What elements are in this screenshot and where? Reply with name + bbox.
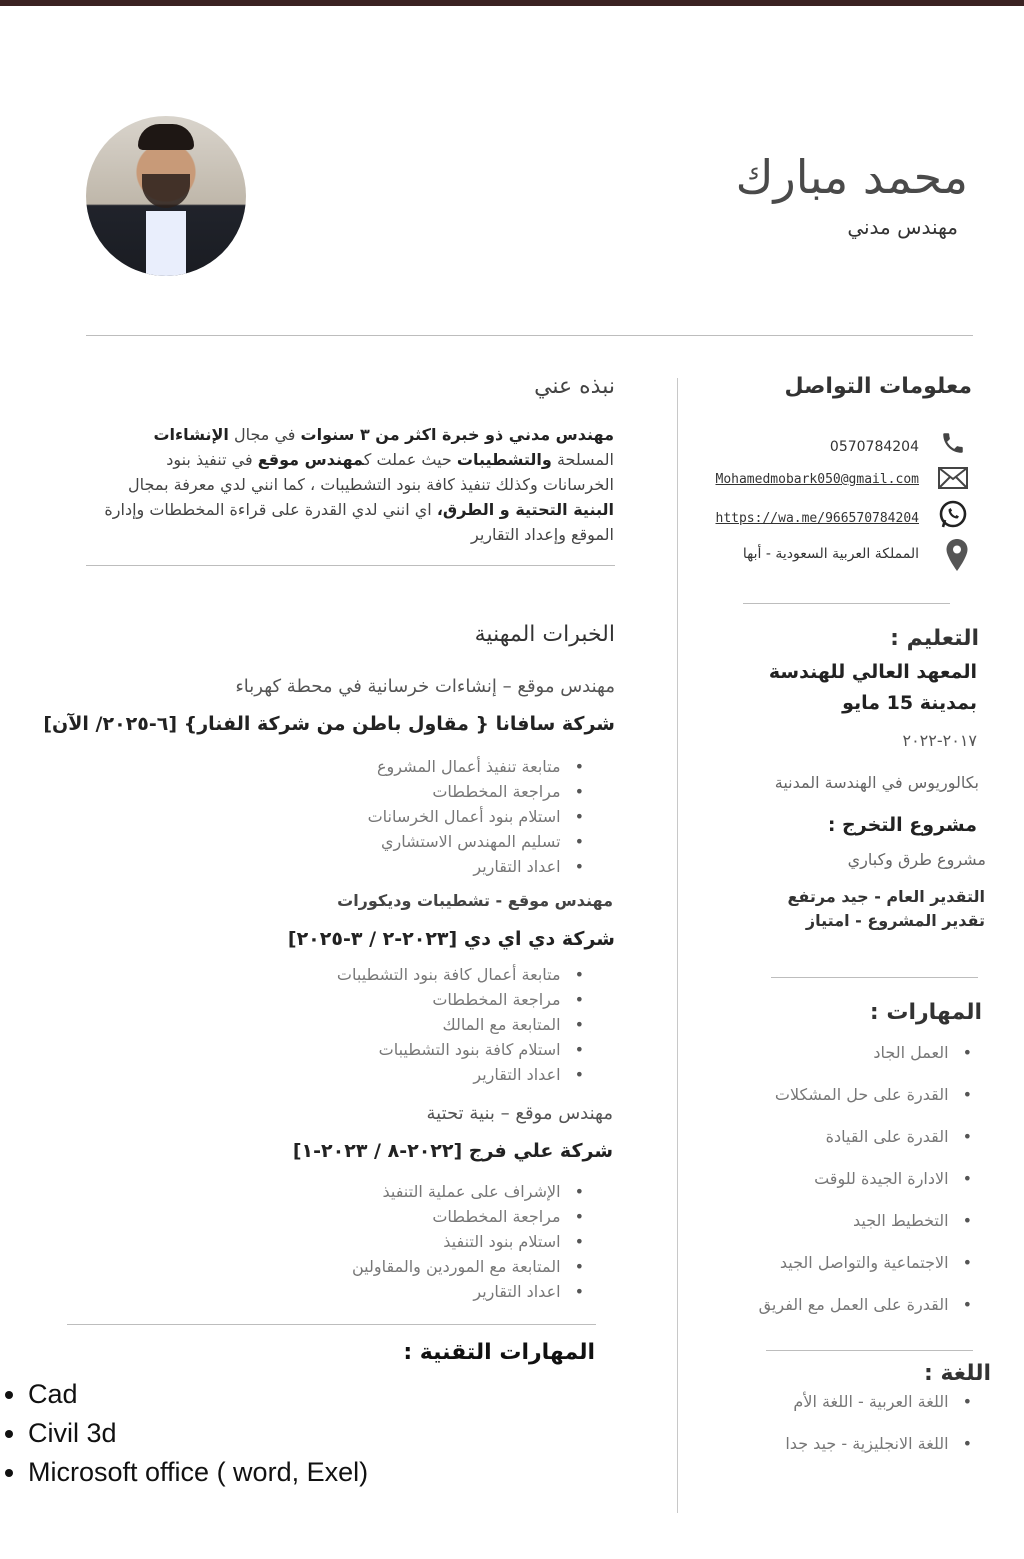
tech-skills-list	[0, 1375, 368, 1492]
task-item: • متابعة أعمال كافة بنود التشطيبات	[337, 962, 584, 987]
task-item: • متابعة تنفيذ أعمال المشروع	[368, 754, 584, 779]
profile-photo	[86, 116, 246, 276]
language-item: • اللغة الانجليزية - جيد جدا	[785, 1423, 972, 1465]
project-name: مشروع طرق وكباري	[847, 850, 986, 869]
skill-item: • التخطيط الجيد	[759, 1200, 972, 1242]
tech-skill-item: • Cad	[28, 1375, 368, 1414]
about-highlight: مهندس موقع	[257, 450, 364, 469]
education-institute: المعهد العالي للهندسة	[768, 661, 977, 683]
about-text	[94, 422, 614, 547]
top-border	[0, 0, 1024, 6]
project-grade: تقدير المشروع - امتياز	[805, 911, 985, 930]
skill-item: • القدرة على القيادة	[759, 1116, 972, 1158]
overall-grade: التقدير العام - جيد مرتفع	[787, 887, 985, 906]
skill-item: • الادارة الجيدة للوقت	[759, 1158, 972, 1200]
whatsapp-icon	[938, 500, 968, 530]
skills-list	[759, 1032, 972, 1326]
about-highlight: مهندس مدني ذو خبرة اكثر من ٣ سنوات	[300, 425, 614, 444]
skill-item: • القدرة على العمل مع الفريق	[759, 1284, 972, 1326]
contact-whatsapp[interactable]: https://wa.me/966570784204	[715, 511, 919, 526]
skill-item: • القدرة على حل المشكلات	[759, 1074, 972, 1116]
about-highlight: الإنشاءات	[153, 425, 229, 444]
tech-skill-item: • Civil 3d	[28, 1414, 368, 1453]
contact-divider	[743, 603, 950, 604]
education-degree: بكالوريوس في الهندسة المدنية	[774, 773, 979, 792]
experience-title: الخبرات المهنية	[474, 622, 615, 647]
job-title: مهندس موقع - تشطيبات وديكورات	[337, 891, 613, 910]
skills-divider	[766, 1350, 973, 1351]
job-tasks	[352, 1179, 584, 1304]
project-title: مشروع التخرج :	[827, 814, 977, 836]
location-icon	[942, 538, 972, 568]
experience-divider	[67, 1324, 596, 1325]
languages-list	[785, 1381, 972, 1465]
job-tasks	[337, 962, 584, 1087]
contact-title: معلومات التواصل	[784, 374, 972, 399]
task-item: • استلام بنود التنفيذ	[352, 1229, 584, 1254]
contact-email[interactable]: Mohamedmobark050@gmail.com	[715, 472, 919, 487]
skill-item: • العمل الجاد	[759, 1032, 972, 1074]
task-item: • اعداد التقارير	[368, 854, 584, 879]
header-divider	[86, 335, 973, 336]
task-item: • استلام بنود أعمال الخرسانات	[368, 804, 584, 829]
language-item: • اللغة العربية - اللغة الأم	[785, 1381, 972, 1423]
task-item: • مراجعة المخططات	[337, 987, 584, 1012]
task-item: • المتابعة مع المالك	[337, 1012, 584, 1037]
contact-location: المملكة العربية السعودية - أبها	[742, 546, 919, 562]
tech-skill-item: • Microsoft office ( word, Exel)	[28, 1453, 368, 1492]
languages-title: اللغة :	[924, 1361, 991, 1386]
job-company: شركة علي فرج [٢٠٢٢-٨ / ٢٠٢٣-١]	[292, 1140, 613, 1162]
education-city: بمدينة 15 مايو	[842, 692, 977, 714]
about-text-part: في مجال	[228, 425, 301, 444]
about-divider	[86, 565, 615, 566]
skill-item: • الاجتماعية والتواصل الجيد	[759, 1242, 972, 1284]
phone-icon	[938, 430, 968, 460]
task-item: • المتابعة مع الموردين والمقاولين	[352, 1254, 584, 1279]
about-highlight: البنية التحتية و الطرق،	[436, 500, 614, 519]
job-company: شركة سافانا { مقاول باطن من شركة الفنار} [٦-٢٠٢٥/ الآن]	[43, 713, 615, 735]
education-title: التعليم :	[890, 626, 979, 651]
task-item: • مراجعة المخططات	[352, 1204, 584, 1229]
candidate-role: مهندس مدني	[847, 215, 958, 239]
task-item: • استلام كافة بنود التشطيبات	[337, 1037, 584, 1062]
column-divider	[677, 378, 678, 1513]
skills-title: المهارات :	[869, 1000, 982, 1025]
education-years: ٢٠١٧-٢٠٢٢	[902, 731, 977, 750]
contact-phone: 0570784204	[829, 439, 919, 455]
job-tasks	[368, 754, 584, 879]
about-text-part: اي انني لدي القدرة على قراءة المخططات وإدارة الموقع وإعداد التقارير	[104, 500, 614, 544]
job-title: مهندس موقع – إنشاءات خرسانية في محطة كهرباء	[235, 676, 615, 697]
about-title: نبذه عني	[534, 374, 615, 399]
task-item: • اعداد التقارير	[337, 1062, 584, 1087]
job-title: مهندس موقع – بنية تحتية	[426, 1103, 613, 1124]
about-text-part: حيث عملت ك	[363, 450, 457, 469]
task-item: • تسليم المهندس الاستشاري	[368, 829, 584, 854]
mail-icon	[938, 466, 968, 496]
about-highlight: والتشطيبات	[456, 450, 552, 469]
task-item: • مراجعة المخططات	[368, 779, 584, 804]
about-text-part: في تنفيذ بنود الخرسانات وكذلك تنفيذ كافة بنود التشطيبات ، كما انني لدي معرفة بمجال	[128, 450, 614, 494]
job-company: شركة دي اي دي [٢٠٢٣-٢ / ٣-٢٠٢٥]	[287, 928, 615, 950]
about-text-part: المسلحة	[551, 450, 614, 469]
candidate-name: محمد مبارك	[735, 150, 968, 204]
education-divider	[771, 977, 978, 978]
tech-skills-title: المهارات التقنية :	[403, 1340, 595, 1365]
task-item: • الإشراف على عملية التنفيذ	[352, 1179, 584, 1204]
task-item: • اعداد التقارير	[352, 1279, 584, 1304]
